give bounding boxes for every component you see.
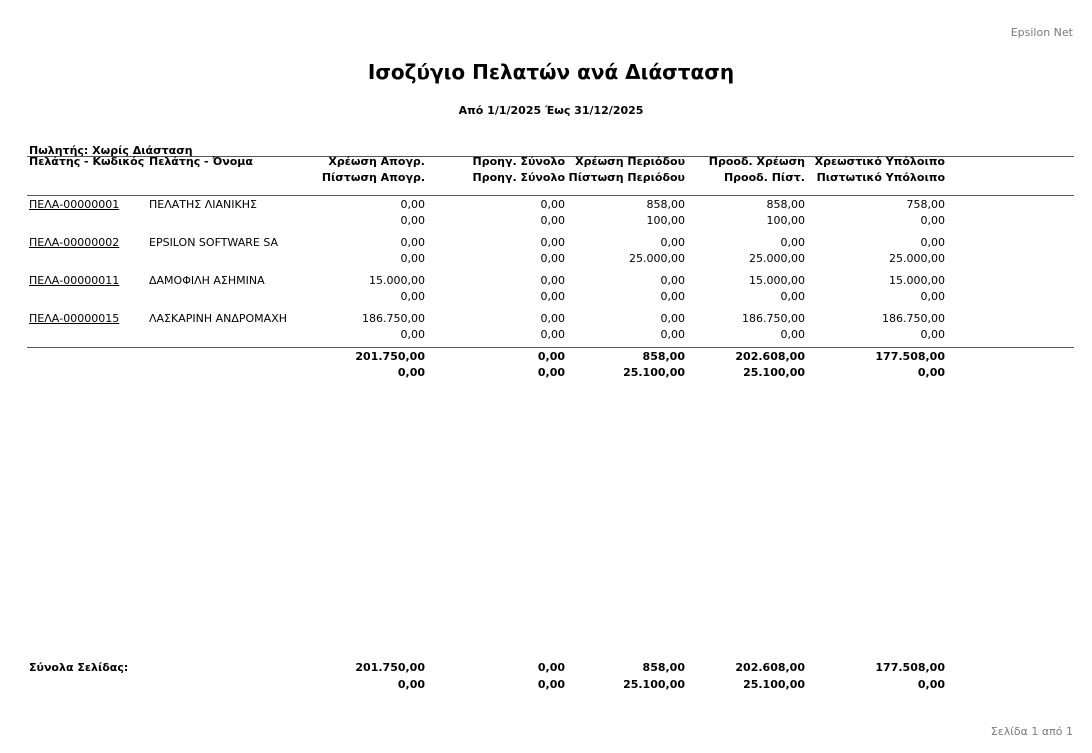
progressive-credit: 25.000,00 bbox=[749, 252, 805, 265]
progressive-credit: 0,00 bbox=[780, 328, 805, 341]
previous-total-credit: 0,00 bbox=[540, 252, 565, 265]
page-total-value: 25.100,00 bbox=[623, 678, 685, 691]
customer-code-link[interactable]: ΠΕΛΑ-00000001 bbox=[29, 198, 120, 211]
report-title: Ισοζύγιο Πελατών ανά Διάσταση bbox=[367, 60, 735, 84]
customer-name: EPSILON SOFTWARE SA bbox=[149, 236, 279, 249]
opening-credit: 0,00 bbox=[400, 290, 425, 303]
previous-total: 0,00 bbox=[540, 274, 565, 287]
credit-balance: 25.000,00 bbox=[889, 252, 945, 265]
page-total-value: 202.608,00 bbox=[735, 661, 805, 674]
header-c5-bottom: Πιστωτικό Υπόλοιπο bbox=[816, 171, 945, 184]
header-c3-bottom: Πίστωση Περιόδου bbox=[568, 171, 685, 184]
page-total-value: 0,00 bbox=[537, 678, 565, 691]
header-c4-bottom: Προοδ. Πίστ. bbox=[723, 171, 805, 184]
period-credit: 25.000,00 bbox=[629, 252, 685, 265]
opening-debit: 0,00 bbox=[400, 236, 425, 249]
opening-debit: 0,00 bbox=[400, 198, 425, 211]
customer-code-link[interactable]: ΠΕΛΑ-00000011 bbox=[29, 274, 120, 287]
group-total-value: 177.508,00 bbox=[875, 350, 945, 363]
group-total-value: 202.608,00 bbox=[735, 350, 805, 363]
debit-balance: 0,00 bbox=[920, 236, 945, 249]
customer-name: ΠΕΛΑΤΗΣ ΛΙΑΝΙΚΗΣ bbox=[149, 198, 257, 211]
page-total-value: 858,00 bbox=[642, 661, 685, 674]
group-total-value: 25.100,00 bbox=[623, 366, 685, 379]
page-total-value: 177.508,00 bbox=[875, 661, 945, 674]
period-debit: 0,00 bbox=[660, 274, 685, 287]
progressive-credit: 0,00 bbox=[780, 290, 805, 303]
previous-total-credit: 0,00 bbox=[540, 328, 565, 341]
group-total-value: 25.100,00 bbox=[743, 366, 805, 379]
header-c2-top: Προηγ. Σύνολο bbox=[472, 155, 565, 168]
header-name: Πελάτης - Όνομα bbox=[149, 155, 253, 168]
previous-total: 0,00 bbox=[540, 198, 565, 211]
previous-total-credit: 0,00 bbox=[540, 214, 565, 227]
period-debit: 858,00 bbox=[646, 198, 685, 211]
brand-label: Epsilon Net bbox=[1010, 26, 1073, 39]
group-total-value: 0,00 bbox=[917, 366, 945, 379]
debit-balance: 15.000,00 bbox=[889, 274, 945, 287]
progressive-debit: 858,00 bbox=[766, 198, 805, 211]
header-c1-bottom: Πίστωση Απογρ. bbox=[321, 171, 425, 184]
page-total-value: 25.100,00 bbox=[743, 678, 805, 691]
opening-credit: 0,00 bbox=[400, 252, 425, 265]
customer-code-link[interactable]: ΠΕΛΑ-00000015 bbox=[29, 312, 120, 325]
credit-balance: 0,00 bbox=[920, 328, 945, 341]
header-c4-top: Προοδ. Χρέωση bbox=[708, 155, 805, 168]
previous-total: 0,00 bbox=[540, 236, 565, 249]
period-debit: 0,00 bbox=[660, 312, 685, 325]
group-total-value: 0,00 bbox=[537, 350, 565, 363]
progressive-debit: 15.000,00 bbox=[749, 274, 805, 287]
group-total-value: 0,00 bbox=[537, 366, 565, 379]
header-c3-top: Χρέωση Περιόδου bbox=[575, 155, 685, 168]
header-c2-bottom: Προηγ. Σύνολο bbox=[472, 171, 565, 184]
period-credit: 100,00 bbox=[646, 214, 685, 227]
debit-balance: 758,00 bbox=[906, 198, 945, 211]
page-total-value: 201.750,00 bbox=[355, 661, 425, 674]
period-credit: 0,00 bbox=[660, 290, 685, 303]
report-period: Από 1/1/2025 Έως 31/12/2025 bbox=[458, 104, 644, 117]
previous-total: 0,00 bbox=[540, 312, 565, 325]
debit-balance: 186.750,00 bbox=[882, 312, 945, 325]
progressive-credit: 100,00 bbox=[766, 214, 805, 227]
previous-total-credit: 0,00 bbox=[540, 290, 565, 303]
period-debit: 0,00 bbox=[660, 236, 685, 249]
opening-debit: 15.000,00 bbox=[369, 274, 425, 287]
header-bottom-rule bbox=[27, 195, 1074, 196]
page-totals-label: Σύνολα Σελίδας: bbox=[29, 661, 129, 674]
page-total-value: 0,00 bbox=[397, 678, 425, 691]
opening-credit: 0,00 bbox=[400, 328, 425, 341]
header-code: Πελάτης - Κωδικός bbox=[29, 155, 145, 168]
opening-credit: 0,00 bbox=[400, 214, 425, 227]
customer-code-link[interactable]: ΠΕΛΑ-00000002 bbox=[29, 236, 120, 249]
progressive-debit: 186.750,00 bbox=[742, 312, 805, 325]
group-total-value: 0,00 bbox=[397, 366, 425, 379]
group-totals-rule bbox=[27, 347, 1074, 348]
header-c1-top: Χρέωση Απογρ. bbox=[328, 155, 425, 168]
group-total-value: 201.750,00 bbox=[355, 350, 425, 363]
credit-balance: 0,00 bbox=[920, 214, 945, 227]
opening-debit: 186.750,00 bbox=[362, 312, 425, 325]
group-total-value: 858,00 bbox=[642, 350, 685, 363]
customer-name: ΛΑΣΚΑΡΙΝΗ ΑΝΔΡΟΜΑΧΗ bbox=[149, 312, 288, 325]
page-total-value: 0,00 bbox=[917, 678, 945, 691]
salesman-group-label: Πωλητής: Χωρίς Διάσταση bbox=[29, 144, 193, 157]
header-c5-top: Χρεωστικό Υπόλοιπο bbox=[814, 155, 945, 168]
page-number: Σελίδα 1 από 1 bbox=[990, 725, 1073, 738]
customer-name: ΔΑΜΟΦΙΛΗ ΑΣΗΜΙΝΑ bbox=[149, 274, 265, 287]
period-credit: 0,00 bbox=[660, 328, 685, 341]
page-total-value: 0,00 bbox=[537, 661, 565, 674]
credit-balance: 0,00 bbox=[920, 290, 945, 303]
progressive-debit: 0,00 bbox=[780, 236, 805, 249]
